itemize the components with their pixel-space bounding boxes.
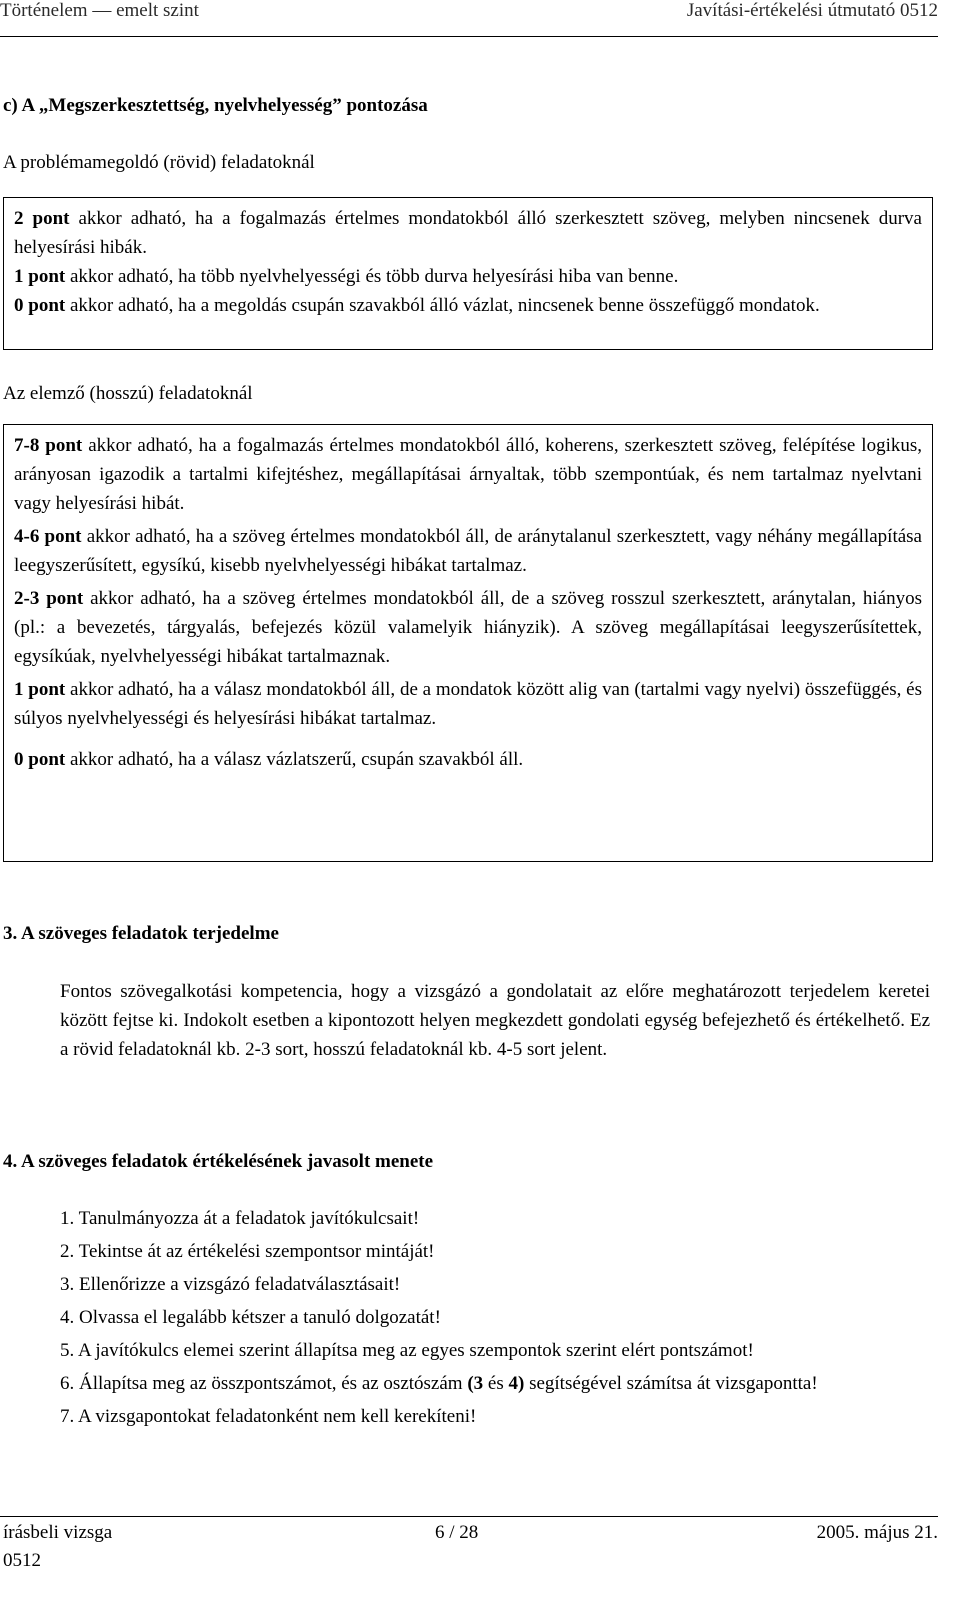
section-4-title: 4. A szöveges feladatok értékelésének javasolt menete [3, 1151, 434, 1172]
short-item: 2 pont akkor adható, ha a fogalmazás értelmes mondatokból álló szerkesztett szöveg, melyben nincsenek durva helyesírási hibák. [14, 208, 922, 258]
short-tasks-heading: A problémamegoldó (rövid) feladatoknál [3, 152, 315, 173]
list-item: 4. Olvassa el legalább kétszer a tanuló dolgozatát! [60, 1307, 441, 1328]
long-item: 2-3 pont akkor adható, ha a szöveg értelmes mondatokból áll, de a szöveg rosszul szerkesztett, aránytalan, hiányos (pl.: a bevezetés, tárgyalás, befejezés közül valamelyik hiányzik). A szöveg megállapításai leegyszerűsítettek, egysíkúak, nyelvhelyességi hibákat tartalmaznak. [14, 588, 922, 667]
long-tasks-heading: Az elemző (hosszú) feladatoknál [3, 383, 253, 404]
long-tasks-box [3, 424, 933, 862]
long-item: 0 pont akkor adható, ha a válasz vázlatszerű, csupán szavakból áll. [14, 749, 524, 770]
long-item: 7-8 pont akkor adható, ha a fogalmazás értelmes mondatokból álló, koherens, szerkesztett szöveg, felépítése logikus, arányosan igazodik a tartalmi kifejtéshez, megállapításai árnyaltak, több szempontúak, és nem tartalmaz nyelvtani vagy helyesírási hibát. [14, 435, 922, 514]
section-3-body: Fontos szövegalkotási kompetencia, hogy a vizsgázó a gondolatait az előre meghatározott terjedelem keretei között fejtse ki. Indokolt esetben a kipontozott helyen megkezdett gondolati egység befejezhető és értékelhető. Ez a rövid feladatoknál kb. 2-3 sort, hosszú feladatoknál kb. 4-5 sort jelent. [60, 981, 930, 1060]
footer-left: írásbeli vizsga [3, 1522, 113, 1543]
list-item: 1. Tanulmányozza át a feladatok javítókulcsait! [60, 1208, 420, 1229]
long-item: 1 pont akkor adható, ha a válasz mondatokból áll, de a mondatok között alig van (tartalmi vagy nyelvi) összefüggés, és súlyos nyelvhelyességi és helyesírási hibákat tartalmaz. [14, 679, 923, 729]
footer-date: 2005. május 21. [816, 1522, 938, 1543]
list-item: 3. Ellenőrizze a vizsgázó feladatválasztásait! [60, 1274, 401, 1295]
long-item: 4-6 pont akkor adható, ha a szöveg értelmes mondatokból áll, de aránytalanul szerkesztett, vagy néhány megállapítása leegyszerűsített, egysíkú, kisebb nyelvhelyességi hibákat tartalmaz. [14, 526, 922, 576]
footer-divider [0, 1516, 938, 1517]
list-item: 6. Állapítsa meg az összpontszámot, és az osztószám (3 és 4) segítségével számítsa át vizsgapontta! [60, 1373, 818, 1394]
header-right: Javítási-értékelési útmutató 0512 [686, 0, 938, 21]
list-item: 2. Tekintse át az értékelési szempontsor mintáját! [60, 1241, 435, 1262]
short-tasks-box [3, 197, 933, 350]
section-3-title: 3. A szöveges feladatok terjedelme [3, 923, 279, 944]
section-c-title: c) A „Megszerkesztettség, nyelvhelyesség” pontozása [3, 95, 428, 116]
header-left: Történelem — emelt szint [0, 0, 199, 21]
list-item: 5. A javítókulcs elemei szerint állapítsa meg az egyes szempontok szerint elért pontszámot! [60, 1340, 754, 1361]
steps-list [60, 1204, 930, 1431]
page-number: 6 / 28 [435, 1522, 479, 1543]
short-item: 1 pont akkor adható, ha több nyelvhelyességi és több durva helyesírási hiba van benne. [14, 266, 679, 287]
header-divider [0, 36, 938, 37]
short-item: 0 pont akkor adható, ha a megoldás csupán szavakból álló vázlat, nincsenek benne összefüggő mondatok. [14, 295, 820, 316]
footer-left-code: 0512 [3, 1550, 41, 1571]
list-item: 7. A vizsgapontokat feladatonként nem kell kerekíteni! [60, 1406, 477, 1427]
